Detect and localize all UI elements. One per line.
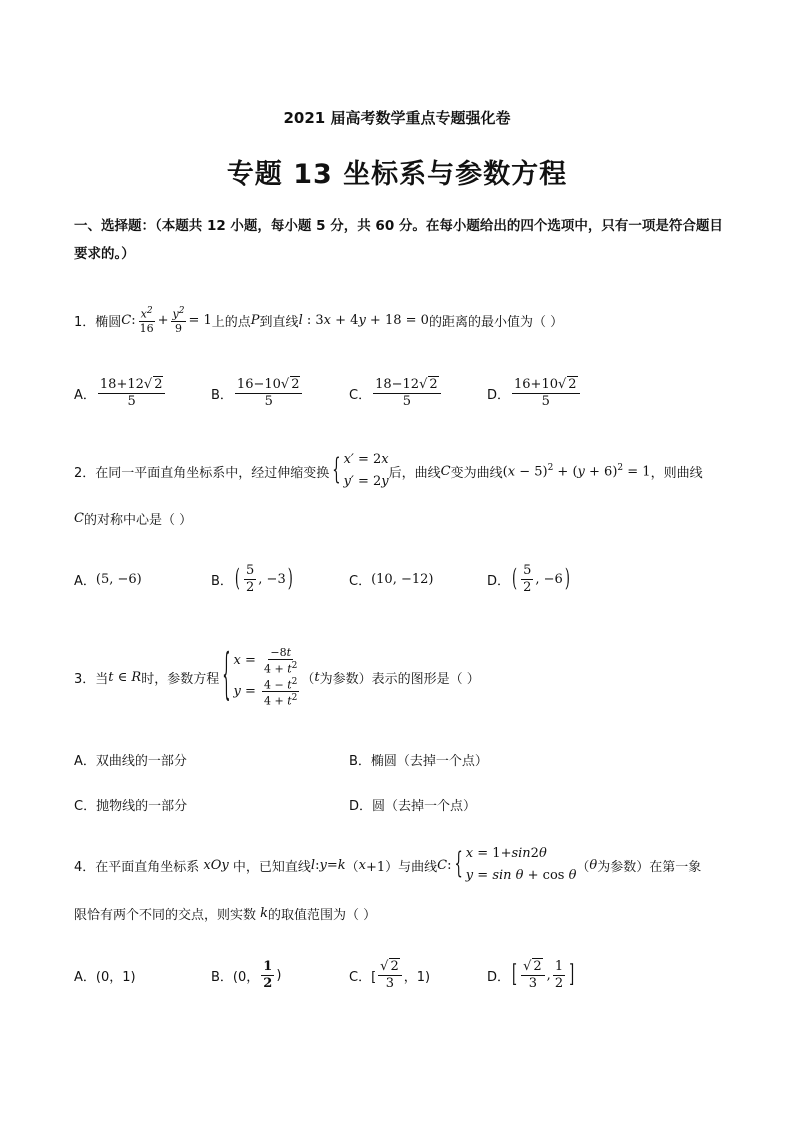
q2-curve-formula: $(x - 5)^2 + (y + 6)^2 = 1$ xyxy=(502,462,651,480)
q3-option-b[interactable]: B．椭圆（去掉一个点） xyxy=(349,754,488,769)
q1-option-d[interactable]: D． $\frac{16+10√ 2}{5}$ xyxy=(487,373,582,413)
q1-option-a[interactable]: A． $\frac{18+12√ 2}{5}$ xyxy=(74,373,167,413)
q1-option-b[interactable]: B． $\frac{16-10√ 2}{5}$ xyxy=(211,373,304,413)
q1-option-c[interactable]: C． $\frac{18-12√ 2}{5}$ xyxy=(349,373,443,413)
q2-option-a[interactable]: A． (5, −6) xyxy=(74,571,142,589)
q1-formula-ellipse: C xyxy=(121,312,132,328)
q2-option-d[interactable]: D． ( $\frac{5}{2}$ , −6 ) xyxy=(487,562,570,595)
q1-line-formula: l xyxy=(298,312,303,328)
q4-curve-system: x = 1+sin2θ y = sin θ + cos θ xyxy=(465,846,577,883)
q1-text2: 到直线 xyxy=(259,314,299,330)
q1-frac-x: $\frac{x^2}{16}$ xyxy=(139,306,154,335)
q3-param-system: x = $\frac{-8t}{4 + t^2}$ y = $\frac{4 - t^2}{4 + t^2}$ xyxy=(233,646,298,708)
q1-prefix: 1．椭圆 xyxy=(74,314,122,330)
q2-option-b[interactable]: B． ( $\frac{5}{2}$ , −3 ) xyxy=(211,562,293,595)
q1-text1: 上的点 xyxy=(211,314,251,330)
q3-option-c[interactable]: C．抛物线的一部分 xyxy=(74,799,188,814)
q3-option-d[interactable]: D．圆（去掉一个点） xyxy=(349,799,477,814)
question-4-line2: 限恰有两个不同的交点，则实数 k 的取值范围为（ ） xyxy=(74,905,377,923)
q4-option-b[interactable]: B．(0， $\frac{1}{2}$ ) xyxy=(211,958,282,991)
question-4: 4．在平面直角坐标系 xOy 中，已知直线 l : y = k （ x +1） 与曲线 C : { x = 1+sin2θ y = sin θ + cos θ （ θ 为参数）在第一象 xyxy=(74,842,701,888)
q2-transform-system: x′ = 2x y′ = 2y xyxy=(343,452,389,489)
q3-option-a[interactable]: A．双曲线的一部分 xyxy=(74,754,187,769)
question-3: 3．当 t ∈ R 时，参数方程 { x = $\frac{-8t}{4 + t^2}$ y = $\frac{4 - t^2}{4 + t^2}$ （ t 为参数）表示的图形是（ ） xyxy=(74,645,480,709)
paper-title: 专题 13 坐标系与参数方程 xyxy=(226,159,568,190)
paper-subtitle: 2021 届高考数学重点专题强化卷 xyxy=(283,109,511,127)
question-2: 2．在同一平面直角坐标系中，经过伸缩变换 { x′ = 2x y′ = 2y 后，曲线 C 变为曲线 $(x - 5)^2 + (y + 6)^2 = 1$ ，则曲线 xyxy=(74,448,703,494)
q1-text3: 的距离的最小值为（ ） xyxy=(428,314,564,330)
q2-option-c[interactable]: C． (10, −12) xyxy=(349,571,434,589)
section-heading: 一、选择题：（本题共 12 小题，每小题 5 分，共 60 分。在每小题给出的四个选项中，只有一项是符合题目要求的。） xyxy=(74,218,723,262)
question-1: 1．椭圆 C : $\frac{x^2}{16}$ + $\frac{y^2}{9}$ = 1 上的点 P 到直线 l : 3 x + 4 y + 18 = 0 的距离的最小值为（ ） xyxy=(74,306,564,335)
q1-frac-y: $\frac{y^2}{9}$ xyxy=(172,306,185,335)
q4-option-d[interactable]: D． [ $\frac{√ 2}{3}$ , $\frac{1}{2}$ ] xyxy=(487,958,575,991)
q4-option-a[interactable]: A．(0，1) xyxy=(74,969,136,985)
q4-option-c[interactable]: C．[ $\frac{√ 2}{3}$ ，1) xyxy=(349,959,431,991)
question-2-line2: C 的对称中心是（ ） xyxy=(74,510,193,528)
